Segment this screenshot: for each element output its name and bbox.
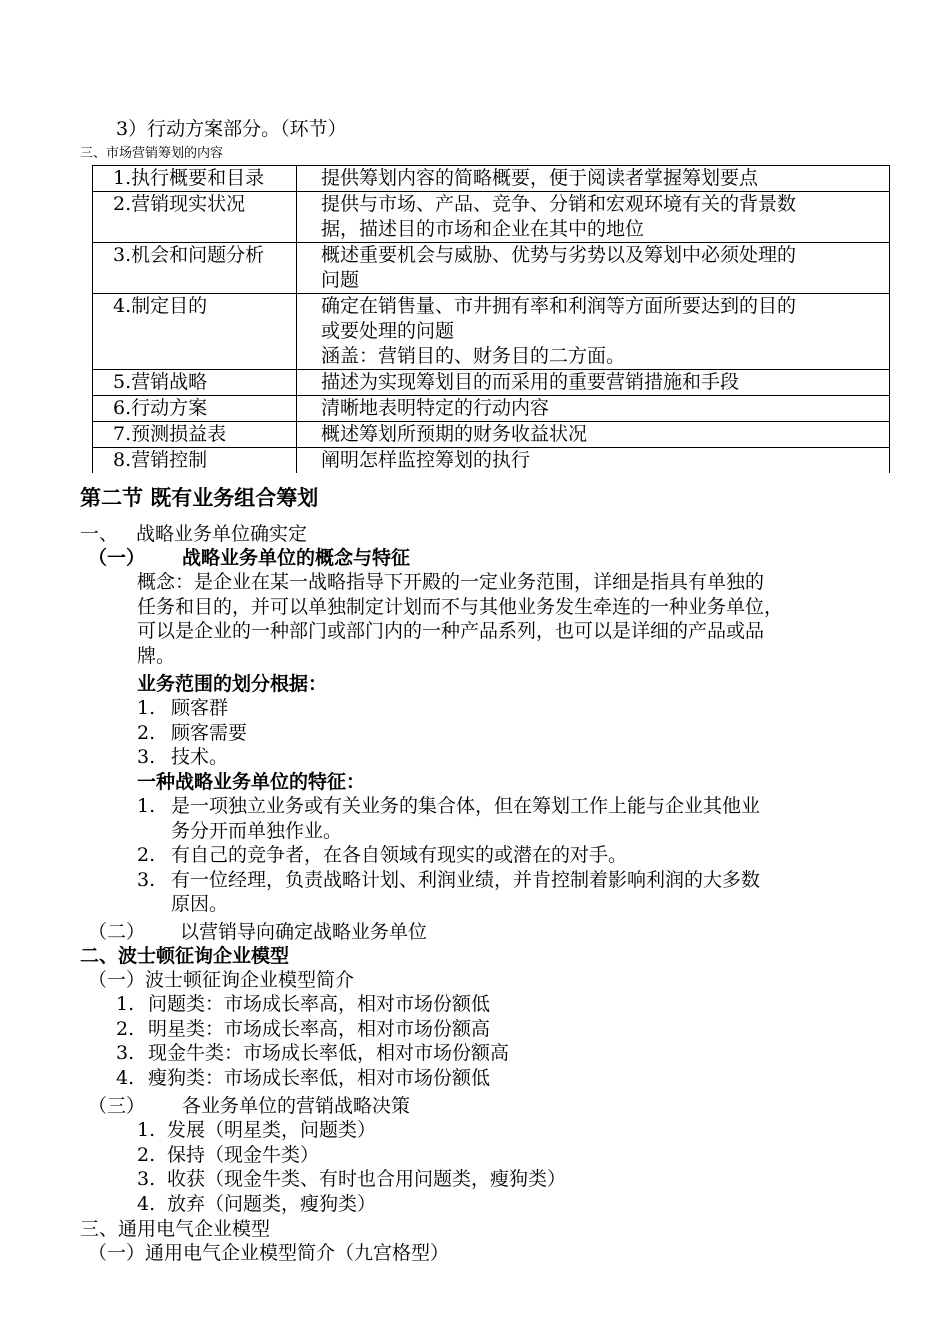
part1-sub2-text: 以营销导向确定战略业务单位 [180, 921, 428, 943]
plan-item-label: 3.机会和问题分析 [93, 243, 297, 294]
marketing-plan-table [92, 165, 890, 473]
plan-item-description [297, 166, 890, 192]
plan-item-description-line: 据，描述目的市场和企业在其中的地位 [321, 218, 645, 240]
plan-table-row [93, 396, 890, 422]
decision-item-text: 收获（现金牛类、有时也合用问题类，瘦狗类） [167, 1168, 567, 1190]
bcg-item-number: 2. [116, 1017, 135, 1040]
part1-sub2-num: （二） [88, 921, 146, 943]
plan-table-row [93, 370, 890, 396]
part2-sub3-heading [88, 1094, 410, 1118]
part1-heading-num: 一、 [80, 523, 119, 545]
concept-line: 牌。 [137, 644, 176, 667]
decision-item-text: 放弃（问题类，瘦狗类） [167, 1192, 377, 1215]
bcg-item-text: 现金牛类：市场成长率低，相对市场份额高 [148, 1042, 510, 1064]
plan-item-label: 2.营销现实状况 [93, 192, 297, 243]
basis-item-number: 1. [137, 697, 156, 719]
basis-item-number: 2. [137, 721, 156, 744]
plan-table-row [93, 243, 890, 294]
section-3-heading: 三、市场营销筹划的内容 [80, 146, 224, 161]
plan-item-label: 1.执行概要和目录 [93, 166, 297, 192]
plan-item-description-line: 问题 [321, 269, 360, 291]
plan-table-row [93, 294, 890, 370]
feature-item-text: 是一项独立业务或有关业务的集合体，但在筹划工作上能与企业其他业 [171, 795, 761, 817]
bcg-item-number: 1. [116, 993, 135, 1015]
part1-heading [80, 522, 307, 546]
feature-item-number: 1. [137, 795, 156, 817]
plan-item-description-line: 提供筹划内容的简略概要，便于阅读者掌握筹划要点 [321, 167, 759, 189]
concept-line: 可以是企业的一种部门或部门内的一种产品系列，也可以是详细的产品或品 [137, 620, 765, 642]
plan-item-label: 7.预测损益表 [93, 422, 297, 448]
part3-heading: 三、通用电气企业模型 [80, 1218, 271, 1240]
plan-item-description-line: 阐明怎样监控筹划的执行 [321, 449, 531, 471]
bcg-item-text: 明星类：市场成长率高，相对市场份额高 [148, 1017, 491, 1040]
part1-sub1-text: 战略业务单位的概念与特征 [182, 547, 411, 569]
plan-item-description [297, 370, 890, 396]
decision-item-number: 1. [137, 1119, 156, 1141]
part1-sub1-num: （一） [88, 547, 146, 569]
plan-table-row [93, 448, 890, 474]
plan-item-label: 5.营销战略 [93, 370, 297, 396]
plan-item-description-line: 概述筹划所预期的财务收益状况 [321, 423, 588, 445]
plan-item-description [297, 243, 890, 294]
plan-item-description [297, 294, 890, 370]
plan-item-description-line: 描述为实现筹划目的而采用的重要营销措施和手段 [321, 371, 740, 393]
part2-heading: 二、波士顿征询企业模型 [80, 945, 290, 967]
plan-item-description [297, 422, 890, 448]
plan-item-description-line: 概述重要机会与威胁、优势与劣势以及筹划中必须处理的 [321, 244, 797, 266]
basis-item-number: 3. [137, 746, 156, 768]
plan-item-label: 4.制定目的 [93, 294, 297, 370]
plan-item-label: 6.行动方案 [93, 396, 297, 422]
feature-item-text: 有自己的竞争者，在各自领域有现实的或潜在的对手。 [171, 844, 628, 866]
basis-title: 业务范围的划分根据： [137, 673, 328, 695]
part1-sub2-heading [88, 920, 427, 944]
part1-heading-text: 战略业务单位确实定 [136, 523, 308, 545]
bcg-item-number: 3. [116, 1042, 135, 1064]
plan-item-label: 8.营销控制 [93, 448, 297, 474]
plan-item-description [297, 192, 890, 243]
concept-line: 任务和目的，并可以单独制定计划而不与其他业务发生牵连的一种业务单位， [137, 595, 784, 618]
decision-item-number: 4. [137, 1192, 156, 1215]
part3-sub1-heading: （一）通用电气企业模型简介（九宫格型） [88, 1242, 450, 1264]
feature-item-text: 有一位经理，负责战略计划、利润业绩，并肯控制着影响利润的大多数 [171, 868, 761, 891]
part1-sub1-heading [88, 546, 410, 570]
basis-item-text: 顾客群 [171, 697, 229, 719]
part2-sub1-heading: （一）波士顿征询企业模型简介 [88, 969, 355, 991]
decision-item-text: 发展（明星类，问题类） [167, 1119, 377, 1141]
bcg-item-text: 瘦狗类：市场成长率低，相对市场份额低 [148, 1066, 491, 1089]
feature-item-number: 2. [137, 844, 156, 866]
decision-item-number: 3. [137, 1168, 156, 1190]
plan-item-description-line: 或要处理的问题 [321, 320, 455, 342]
feature-item-text: 务分开而单独作业。 [171, 819, 343, 842]
plan-item-description-line: 确定在销售量、市井拥有率和利润等方面所要达到的目的 [321, 295, 797, 317]
feature-item-text: 原因。 [171, 893, 229, 915]
plan-item-description-line: 涵盖：营销目的、财务目的二方面。 [321, 345, 626, 367]
plan-table-row [93, 192, 890, 243]
feature-item-number: 3. [137, 868, 156, 891]
plan-item-description-line: 提供与市场、产品、竞争、分销和宏观环境有关的背景数 [321, 193, 797, 215]
plan-item-description-line: 清晰地表明特定的行动内容 [321, 397, 550, 419]
bcg-item-number: 4. [116, 1066, 135, 1089]
basis-item-text: 顾客需要 [171, 721, 248, 744]
plan-item-description [297, 448, 890, 474]
part2-sub3-text: 各业务单位的营销战略决策 [182, 1095, 411, 1117]
decision-item-text: 保持（现金牛类） [167, 1143, 320, 1166]
part2-sub3-num: （三） [88, 1095, 146, 1117]
basis-item-text: 技术。 [171, 746, 229, 768]
plan-table-row [93, 166, 890, 192]
plan-item-description [297, 396, 890, 422]
plan-table-row [93, 422, 890, 448]
features-title: 一种战略业务单位的特征： [137, 771, 366, 793]
concept-line: 概念：是企业在某一战略指导下开殿的一定业务范围，详细是指具有单独的 [137, 571, 765, 593]
action-plan-item: 3）行动方案部分。（环节） [116, 118, 347, 140]
bcg-item-text: 问题类：市场成长率高，相对市场份额低 [148, 993, 491, 1015]
decision-item-number: 2. [137, 1143, 156, 1166]
section-2-title: 第二节 既有业务组合筹划 [80, 486, 319, 510]
